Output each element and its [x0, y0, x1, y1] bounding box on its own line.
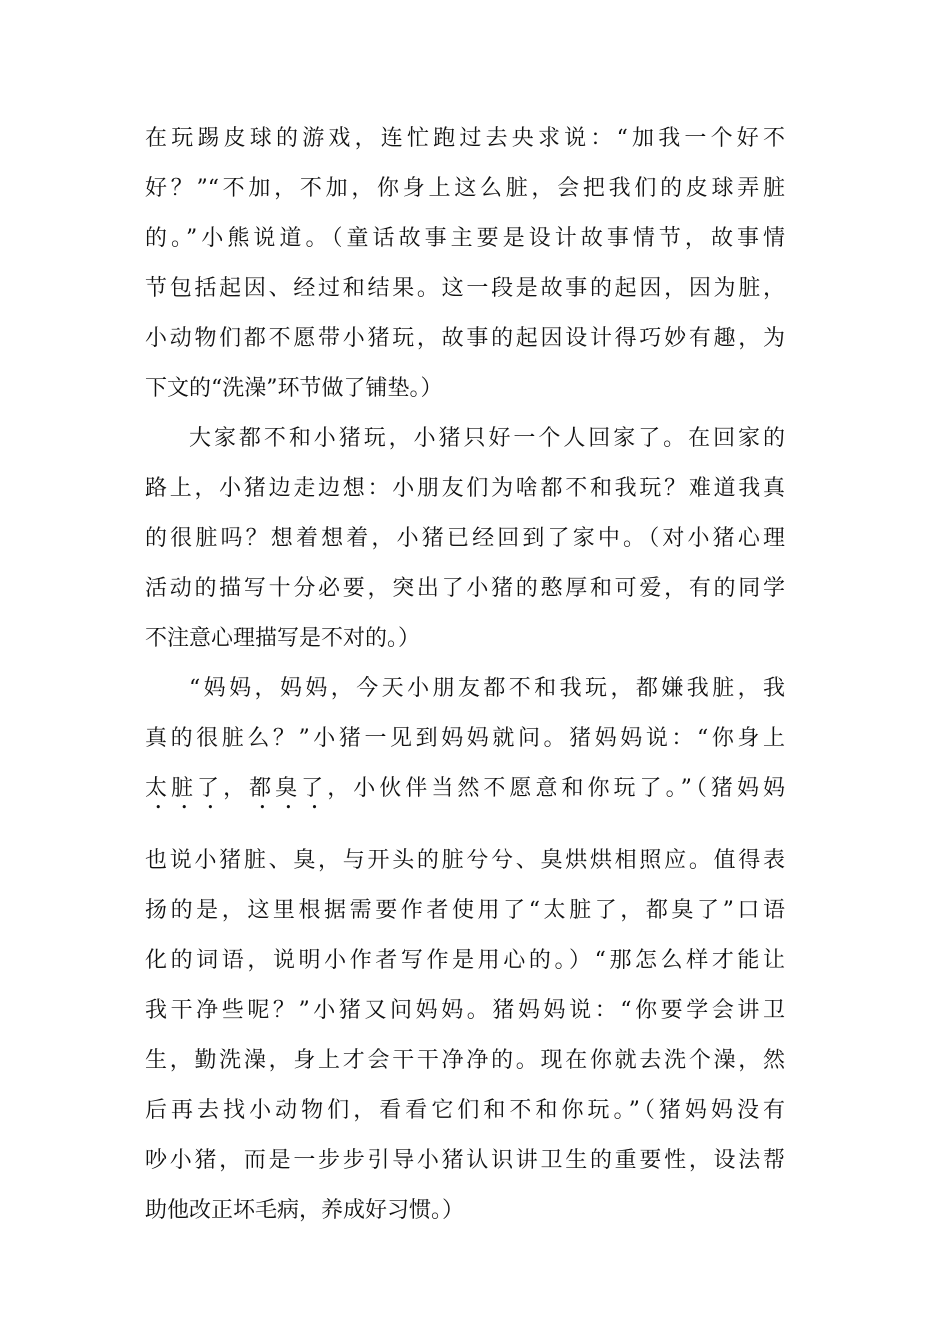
- paragraph-3: [145, 664, 785, 1236]
- emphasized-phrase: 太脏了: [145, 776, 224, 801]
- text-line: 小动物们都不愿带小猪玩，故事的起因设计得巧妙有趣，为: [145, 326, 785, 351]
- text-line: 吵小猪，而是一步步引导小猪认识讲卫生的重要性，设法帮: [145, 1148, 785, 1173]
- text-line: 节包括起因、经过和结果。这一段是故事的起因，因为脏，: [145, 276, 785, 301]
- text-line: 下文的“洗澡”环节做了铺垫。）: [145, 376, 443, 401]
- text-fragment: ，小伙伴当然不愿意和你玩了。”（猪妈妈: [327, 776, 785, 801]
- text-line: 生，勤洗澡，身上才会干干净净的。现在你就去洗个澡，然: [145, 1048, 785, 1073]
- text-line: 的很脏吗？想着想着，小猪已经回到了家中。（对小猪心理: [145, 526, 785, 551]
- emphasized-phrase: 都臭了: [249, 776, 328, 801]
- text-line: 在玩踢皮球的游戏，连忙跑过去央求说：“加我一个好不: [145, 126, 785, 151]
- text-line: 化的词语，说明小作者写作是用心的。）“那怎么样才能让: [145, 948, 785, 973]
- text-line-emphasized: [145, 764, 785, 836]
- text-line: 我干净些呢？”小猪又问妈妈。猪妈妈说：“你要学会讲卫: [145, 998, 785, 1023]
- text-line: 大家都不和小猪玩，小猪只好一个人回家了。在回家的: [189, 426, 785, 451]
- text-line: 不注意心理描写是不对的。）: [145, 626, 421, 651]
- paragraph-2: [145, 414, 785, 664]
- text-line: 也说小猪脏、臭，与开头的脏兮兮、臭烘烘相照应。值得表: [145, 848, 785, 873]
- text-line: 路上，小猪边走边想：小朋友们为啥都不和我玩？难道我真: [145, 476, 785, 501]
- text-line: 好？”“不加，不加，你身上这么脏，会把我们的皮球弄脏: [145, 176, 785, 201]
- text-line: 扬的是，这里根据需要作者使用了“太脏了，都臭了”口语: [145, 898, 785, 923]
- text-line: “妈妈，妈妈，今天小朋友都不和我玩，都嫌我脏，我: [189, 676, 785, 701]
- text-line: 后再去找小动物们，看看它们和不和你玩。”（猪妈妈没有: [145, 1098, 785, 1123]
- text-line: 的。”小熊说道。（童话故事主要是设计故事情节，故事情: [145, 226, 785, 251]
- paragraph-1: [145, 114, 785, 414]
- text-line: 真的很脏么？”小猪一见到妈妈就问。猪妈妈说：“你身上: [145, 726, 785, 751]
- text-fragment: ，: [223, 776, 250, 801]
- document-body: [145, 114, 785, 1236]
- text-line: 助他改正坏毛病，养成好习惯。）: [145, 1198, 465, 1223]
- text-line: 活动的描写十分必要，突出了小猪的憨厚和可爱，有的同学: [145, 576, 785, 601]
